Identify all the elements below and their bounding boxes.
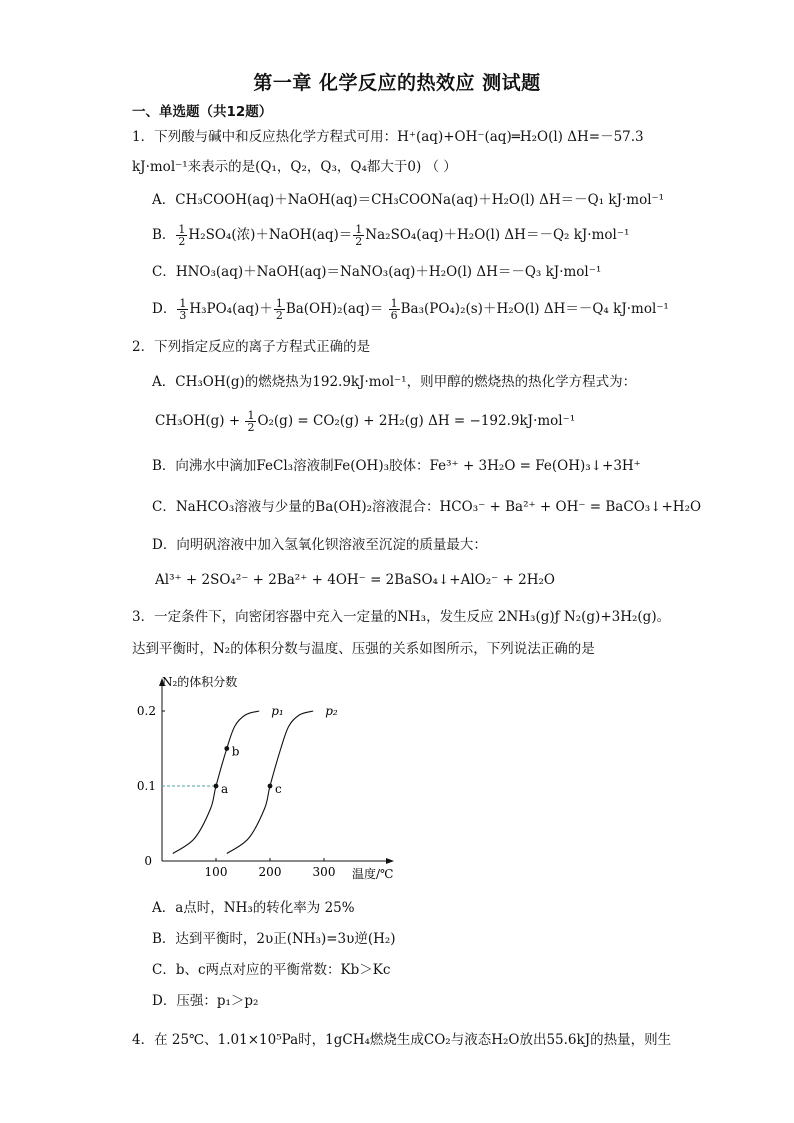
q2-option-c: C．NaHCO₃溶液与少量的Ba(OH)₂溶液混合：HCO₃⁻ + Ba²⁺ + OH⁻ = BaCO₃↓+H₂O <box>152 499 702 515</box>
fraction: $\frac{1}{3}$ <box>179 297 187 322</box>
q1-option-d: D． $\frac{1}{3}$ H₃PO₄(aq)＋ $\frac{1}{2}$ Ba(OH)₂(aq)＝ $\frac{1}{6}$ Ba₃(PO₄)₂(s)＋H₂O(l) ΔH＝－Q₄ kJ·mol⁻¹ <box>152 297 669 322</box>
page-title: 第一章 化学反应的热效应 测试题 <box>253 72 541 94</box>
fraction: $\frac{1}{2}$ <box>355 223 363 248</box>
fraction: $\frac{1}{2}$ <box>178 223 186 248</box>
series-label-1: p₁ <box>271 704 284 718</box>
point-a <box>214 784 219 789</box>
section-heading: 一、单选题（共12题） <box>132 104 273 120</box>
q2-option-b: B．向沸水中滴加FeCl₃溶液制Fe(OH)₃胶体：Fe³⁺ + 3H₂O = Fe(OH)₃↓+3H⁺ <box>152 458 641 474</box>
q3-option-c: C．b、c两点对应的平衡常数：Kb＞Kc <box>152 962 391 978</box>
origin-label: 0 <box>144 854 152 868</box>
q1-stem-line2: kJ·mol⁻¹来表示的是(Q₁，Q₂，Q₃，Q₄都大于0) （ ） <box>132 159 457 175</box>
q3-option-a: A．a点时，NH₃的转化率为 25% <box>152 900 355 916</box>
series-curve-1 <box>173 711 259 854</box>
q2-option-a: A．CH₃OH(g)的燃烧热为192.9kJ·mol⁻¹，则甲醇的燃烧热的热化学方程式为： <box>152 374 637 390</box>
point-label-b: b <box>231 744 240 759</box>
fraction: $\frac{1}{2}$ <box>247 409 255 434</box>
q3-option-d: D．压强：p₁＞p₂ <box>152 993 259 1009</box>
y-tick-label: 0.1 <box>136 779 156 793</box>
series-label-2: p₂ <box>325 704 338 718</box>
point-b <box>224 746 229 751</box>
point-label-c: c <box>275 782 282 796</box>
x-tick-label: 200 <box>258 865 282 879</box>
q2-stem: 2．下列指定反应的离子方程式正确的是 <box>132 339 371 355</box>
x-axis-label: 温度/℃ <box>352 867 394 881</box>
point-c <box>268 784 273 789</box>
x-tick-label: 300 <box>312 865 336 879</box>
y-tick-label: 0.2 <box>136 704 156 718</box>
x-tick-label: 100 <box>204 865 228 879</box>
q2-option-d: D．向明矾溶液中加入氢氧化钡溶液至沉淀的质量最大： <box>152 537 487 553</box>
x-axis-arrow <box>386 858 394 864</box>
n2-volume-fraction-chart <box>130 668 410 883</box>
q3-stem-line1: 3．一定条件下，向密闭容器中充入一定量的NH₃，发生反应 2NH₃(g)ƒ N₂(g)+3H₂(g)。 <box>132 609 671 625</box>
series-curve-2 <box>227 711 313 854</box>
q3-stem-line2: 达到平衡时，N₂的体积分数与温度、压强的关系如图所示，下列说法正确的是 <box>132 641 595 657</box>
fraction: $\frac{1}{2}$ <box>275 297 283 322</box>
y-axis-label: N₂的体积分数 <box>162 675 238 689</box>
q1-option-b: B． $\frac{1}{2}$ H₂SO₄(浓)＋NaOH(aq)＝ $\frac{1}{2}$ Na₂SO₄(aq)＋H₂O(l) ΔH＝－Q₂ kJ·mol⁻¹ <box>152 223 630 248</box>
q2-option-d-equation: Al³⁺ + 2SO₄²⁻ + 2Ba²⁺ + 4OH⁻ = 2BaSO₄↓+AlO₂⁻ + 2H₂O <box>155 572 556 588</box>
fraction: $\frac{1}{6}$ <box>390 297 398 322</box>
q4-stem: 4．在 25℃、1.01×10⁵Pa时，1gCH₄燃烧生成CO₂与液态H₂O放出55.6kJ的热量，则生 <box>132 1032 672 1048</box>
q1-stem-line1: 1．下列酸与碱中和反应热化学方程式可用：H⁺(aq)+OH⁻(aq)═H₂O(l) ΔH=－57.3 <box>132 129 644 145</box>
q1-option-a: A．CH₃COOH(aq)＋NaOH(aq)＝CH₃COONa(aq)＋H₂O(l) ΔH＝－Q₁ kJ·mol⁻¹ <box>152 192 665 208</box>
point-label-a: a <box>221 782 229 796</box>
q3-option-b: B．达到平衡时，2υ正(NH₃)=3υ逆(H₂) <box>152 931 396 947</box>
q1-option-c: C．HNO₃(aq)＋NaOH(aq)＝NaNO₃(aq)＋H₂O(l) ΔH＝－Q₃ kJ·mol⁻¹ <box>152 264 602 280</box>
q2-option-a-equation: CH₃OH(g) + $\frac{1}{2}$ O₂(g) = CO₂(g) + 2H₂(g) ΔH = −192.9kJ·mol⁻¹ <box>155 409 576 434</box>
